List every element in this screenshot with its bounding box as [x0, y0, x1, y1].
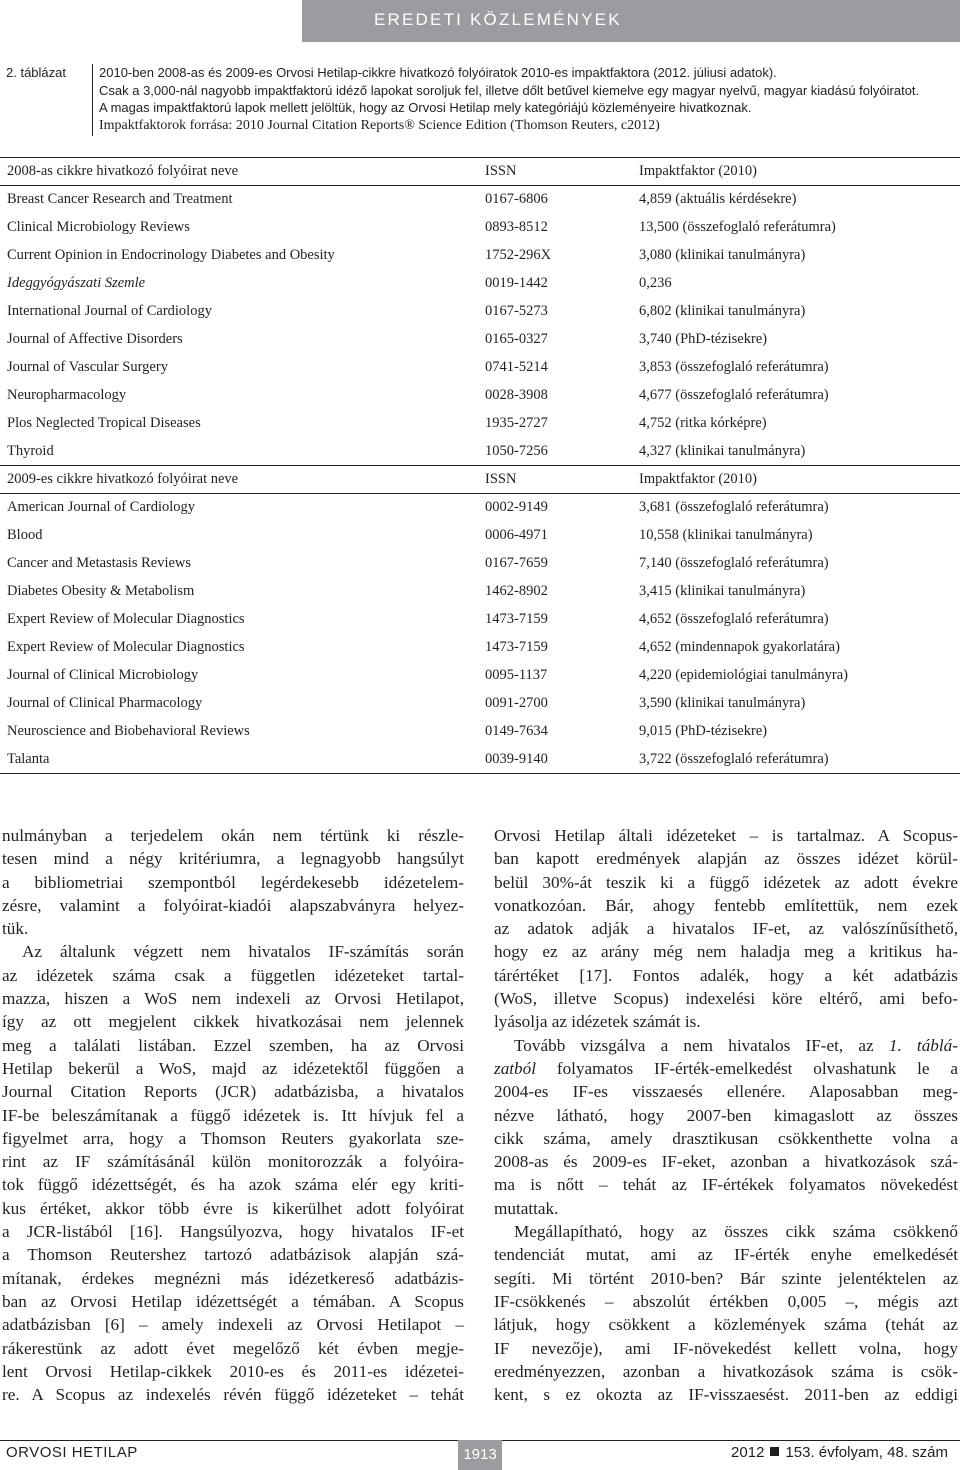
impact-factor-cell: 4,327 (klinikai tanulmányra) [639, 442, 806, 459]
footer-issue-info [731, 1444, 948, 1461]
journal-name-cell: American Journal of Cardiology [7, 499, 196, 516]
impact-factor-cell: 4,652 (mindennapok gyakorlatára) [639, 639, 840, 655]
header-impact-factor: Impaktfaktor (2010) [639, 158, 960, 186]
footer-year: 2012 [731, 1444, 765, 1461]
impact-factor-cell: 3,415 (klinikai tanulmányra) [639, 583, 806, 599]
issn-cell: 0893-8512 [485, 219, 548, 235]
issn-cell: 0028-3908 [485, 387, 548, 403]
text-line: hogy ez az arány még nem haladja meg a kritikus ha- [494, 942, 958, 962]
text-line: mazza, hiszen a WoS nem indexeli az Orvosi Hetilapot, [2, 989, 464, 1009]
journal-name-cell: Journal of Clinical Microbiology [7, 667, 199, 683]
text-line: nézve látható, hogy 2007-ben kimagaslott az összes [494, 1105, 958, 1125]
text-line: Orvosi Hetilap általi idézeteket – is tartalmaz. A Scopus- [494, 826, 958, 845]
text-line: vonatkozóan. Bár, ahogy fentebb említettük, nem ezek [494, 895, 958, 915]
caption-line: A magas impaktfaktorú lapok mellett jelöltük, hogy az Orvosi Hetilap mely kategóriájú közleményeire hivatkoznak. [99, 100, 752, 115]
journal-name-cell: Neuropharmacology [7, 387, 127, 403]
table-row [0, 662, 960, 690]
text-line: a Thomson Reutershez tartozó adatbázisok alapján szá- [2, 1245, 464, 1265]
text-line: Journal Citation Reports (JCR) adatbázisba, a hivatalos [2, 1082, 464, 1102]
caption-line: 2010-ben 2008-as és 2009-es Orvosi Hetilap-cikkre hivatkozó folyóiratok 2010-es impaktfaktora (2012. júliusi adatok). [99, 65, 777, 80]
caption-line: Csak a 3,000-nál nagyobb impaktfaktorú idéző lapokat soroljuk fel, illetve dőlt betűvel kiemelve egy magyar nyelvű, magyar kiadású folyóiratot. [99, 82, 920, 98]
journal-name-cell: Diabetes Obesity & Metabolism [7, 583, 195, 599]
text-line: az adatok adják a hivatalos IF-et, az valószínűsíthető, [494, 919, 958, 939]
journal-name-cell: Ideggyógyászati Szemle [7, 275, 146, 291]
text-line: Megállapítható, hogy az összes cikk száma csökkenő [514, 1222, 958, 1242]
journal-name-cell: Journal of Affective Disorders [7, 331, 183, 347]
journal-name-cell: Blood [7, 527, 43, 543]
issn-cell: 0741-5214 [485, 359, 548, 375]
impact-factor-cell: 9,015 (PhD-tézisekre) [639, 723, 768, 739]
header-journal-name: 2009-es cikkre hivatkozó folyóirat neve [0, 466, 485, 494]
journal-name-cell: Talanta [0, 746, 485, 774]
issn-cell: 1473-7159 [485, 639, 548, 655]
issn-cell: 1752-296X [485, 247, 552, 263]
journal-name-cell: Clinical Microbiology Reviews [7, 219, 190, 235]
table-row [0, 410, 960, 438]
journal-name-cell: Journal of Clinical Pharmacology [7, 695, 203, 711]
text-line: mutattak. [494, 1198, 559, 1218]
footer-volume: 153. évfolyam, 48. szám [785, 1444, 948, 1461]
journal-name-cell: Expert Review of Molecular Diagnostics [7, 611, 245, 627]
impact-factor-cell: 0,236 [639, 275, 672, 291]
table-header-row [0, 466, 960, 494]
text-line: meg a találati listában. Ezzel szemben, ha az Orvosi [2, 1035, 464, 1055]
square-bullet-icon [770, 1447, 779, 1456]
text-line: nulmányban a terjedelem okán nem tértünk ki részle- [2, 826, 464, 845]
text-line: adatbázisban [6] – amely indexeli az Orvosi Hetilapot – [2, 1315, 464, 1335]
issn-cell: 0167-6806 [485, 191, 548, 208]
table-row [0, 634, 960, 662]
text-line: tárértéket [17]. Fontos adalék, hogy a két adatbázis [494, 965, 958, 985]
body-column-left [2, 824, 464, 1406]
table-row [0, 270, 960, 298]
caption-divider [92, 64, 93, 136]
text-line: kus értéket, akkor több évre is kikerülhet adott folyóirat [2, 1198, 464, 1218]
issn-cell: 0039-9140 [485, 746, 639, 774]
journal-name-cell: Plos Neglected Tropical Diseases [7, 415, 201, 431]
journal-name-cell: International Journal of Cardiology [7, 303, 212, 319]
impact-factor-cell: 3,590 (klinikai tanulmányra) [639, 695, 806, 711]
text-line: ban az Orvosi Hetilap idézettségét a témában. A Scopus [2, 1291, 464, 1311]
table-row [0, 746, 960, 774]
table-row [0, 382, 960, 410]
impact-factor-cell: 7,140 (összefoglaló referátumra) [639, 555, 829, 571]
text-line: cikk száma, amely drasztikusan csökkenthette volna a [494, 1128, 958, 1148]
text-line: IF-csökkenés – abszolút értékben 0,005 –, mégis azt [494, 1291, 958, 1311]
table-row [0, 606, 960, 634]
table-row [0, 522, 960, 550]
text-line: Az általunk végzett nem hivatalos IF-számítás során [22, 942, 464, 962]
table-label: 2. táblázat [6, 65, 66, 80]
table-row [0, 494, 960, 522]
issn-cell: 0167-5273 [485, 303, 548, 319]
page-number: 1913 [458, 1440, 502, 1470]
issn-cell: 1050-7256 [485, 442, 548, 459]
issn-cell: 0149-7634 [485, 723, 548, 739]
body-column-right [494, 824, 958, 1406]
impact-factor-cell: 4,652 (összefoglaló referátumra) [639, 611, 829, 627]
text-line: rákerestünk az adott évet megelőző két évben megje- [2, 1338, 464, 1358]
table-row [0, 354, 960, 382]
impact-factor-cell: 10,558 (klinikai tanulmányra) [639, 527, 813, 543]
impact-factor-cell: 4,752 (ritka kórképre) [639, 415, 767, 431]
issn-cell: 1473-7159 [485, 611, 548, 627]
journal-name-cell: Current Opinion in Endocrinology Diabetes and Obesity [7, 247, 335, 263]
text-line: ban kapott eredmények alapján az összes idézet körül- [494, 849, 958, 869]
issn-cell: 0165-0327 [485, 331, 548, 347]
table-row [0, 578, 960, 606]
footer-journal-name: ORVOSI HETILAP [6, 1444, 138, 1461]
text-line: IF nevezője), ami IF-növekedést kellett volna, hogy [494, 1338, 958, 1358]
issn-cell: 1935-2727 [485, 415, 548, 431]
text-line: Hetilap bekerül a WoS, majd az idézetektől függően a [2, 1058, 464, 1078]
header-issn: ISSN [485, 158, 639, 186]
text-line: belül 30%-át teszik ki a függő idézetek az adott évekre [494, 872, 958, 892]
header-issn: ISSN [485, 466, 639, 494]
text-line: (WoS, illetve Scopus) indexelési köre eltérő, ami befo- [494, 989, 958, 1009]
table-row [0, 438, 960, 466]
journal-name-cell: Neuroscience and Biobehavioral Reviews [7, 723, 250, 739]
table-row [0, 242, 960, 270]
table-reference: 1. táblá- [888, 1035, 958, 1055]
table-group-2008 [0, 158, 960, 466]
text-line: látjuk, hogy csökkent a közlemények száma (tehát az [494, 1315, 958, 1335]
impact-factor-cell: 4,677 (összefoglaló referátumra) [639, 387, 829, 403]
text-line: az idézetek száma csak a független idézeteket tartal- [2, 965, 464, 985]
issn-cell: 1462-8902 [485, 583, 548, 599]
journal-name-cell: Journal of Vascular Surgery [7, 359, 168, 375]
text-line: eredményezzen, azonban a hivatkozások száma is csök- [494, 1361, 958, 1381]
table-row [0, 298, 960, 326]
text-line: tük. [2, 919, 29, 939]
text-line: segíti. Mi történt 2010-ben? Bár szinte jelentéktelen az [494, 1268, 958, 1288]
table-header-row [0, 158, 960, 186]
impact-factor-cell: 3,080 (klinikai tanulmányra) [639, 247, 806, 263]
table-reference-end: zatból [494, 1058, 537, 1078]
impact-factor-cell: 3,740 (PhD-tézisekre) [639, 331, 768, 347]
journal-name-cell: Expert Review of Molecular Diagnostics [7, 639, 245, 655]
text-line: re. A Scopus az indexelés révén függő idézeteket – tehát [2, 1385, 464, 1405]
issn-cell: 0019-1442 [485, 275, 548, 291]
impact-factor-cell: 3,853 (összefoglaló referátumra) [639, 359, 829, 375]
table-group-2009 [0, 466, 960, 774]
header-journal-name: 2008-as cikkre hivatkozó folyóirat neve [0, 158, 485, 186]
text-line: Tovább vizsgálva a nem hivatalos IF-et, az 1. táblá- [514, 1035, 958, 1055]
impact-factor-cell: 3,722 (összefoglaló referátumra) [639, 746, 960, 774]
text-line: rint az IF számításánál külön monitorozzák a folyóira- [2, 1152, 464, 1172]
section-title: EREDETI KÖZLEMÉNYEK [374, 10, 622, 29]
impact-factor-cell: 4,859 (aktuális kérdésekre) [639, 191, 797, 208]
impact-factor-cell: 3,681 (összefoglaló referátumra) [639, 499, 829, 516]
journal-name-cell: Thyroid [7, 442, 54, 459]
text-line: mítanak, érdekes megnézni más idézetkereső adatbázis- [2, 1268, 464, 1288]
text-line: így az ott megjelent cikkek hivatkozásai nem jelennek [2, 1012, 464, 1032]
header-impact-factor: Impaktfaktor (2010) [639, 466, 960, 494]
text-line: a JCR-listából [16]. Hangsúlyozva, hogy hivatalos IF-et [2, 1222, 464, 1242]
text-line: kent, s ez okozta az IF-visszaesést. 2011-ben az eddigi [494, 1385, 958, 1405]
table-row [0, 186, 960, 214]
table-row [0, 550, 960, 578]
journal-impact-table [0, 157, 960, 774]
text-line: 2008-as és 2009-es IF-eket, azonban a hivatkozások szá- [494, 1152, 958, 1172]
text-line: 2004-es IF-es visszaesés ellenére. Alaposabban meg- [494, 1082, 958, 1102]
issn-cell: 0167-7659 [485, 555, 548, 571]
text-line: IF-be beleszámítanak a függő idézetek is. Itt hívjuk fel a [2, 1105, 464, 1125]
table-row [0, 326, 960, 354]
table-row [0, 214, 960, 242]
text-line: zatból folyamatos IF-érték-emelkedést olvashatunk le a [494, 1058, 958, 1078]
text-line: tesen mind a négy kritériumra, a legnagyobb hangsúlyt [2, 849, 464, 869]
text-line: figyelmet arra, hogy a Thomson Reuters gyakorlata sze- [2, 1128, 464, 1148]
impact-factor-cell: 13,500 (összefoglaló referátumra) [639, 219, 836, 235]
text-line: zésre, valamint a folyóirat-kiadói alapszabványra helyez- [2, 895, 464, 915]
issn-cell: 0091-2700 [485, 695, 548, 711]
section-header-band [0, 0, 960, 42]
text-line: lent Orvosi Hetilap-cikkek 2010-es és 2011-es idézetei- [2, 1361, 464, 1381]
header-blank [0, 0, 302, 42]
text-line: tendenciát mutat, ami az IF-érték enyhe emelkedését [494, 1245, 958, 1265]
issn-cell: 0095-1137 [485, 667, 548, 683]
text-line: lyásolja az idézetek számát is. [494, 1012, 701, 1032]
impact-factor-cell: 6,802 (klinikai tanulmányra) [639, 303, 806, 319]
journal-name-cell: Breast Cancer Research and Treatment [7, 191, 233, 208]
caption-line: Impaktfaktorok forrása: 2010 Journal Citation Reports® Science Edition (Thomson Reuters, c2012) [99, 117, 660, 133]
table-caption [99, 64, 959, 134]
table-row [0, 690, 960, 718]
text-line: tok függő idézettségét, és ha azok száma elér egy kriti- [2, 1175, 464, 1195]
impact-factor-cell: 4,220 (epidemiológiai tanulmányra) [639, 667, 848, 683]
issn-cell: 0006-4971 [485, 527, 548, 543]
text-line: a bibliometriai szempontból legérdekesebb idézetelem- [2, 872, 464, 892]
text-line: ma is nőtt – tehát az IF-értékek folyamatos növekedést [494, 1175, 958, 1195]
table-row [0, 718, 960, 746]
issn-cell: 0002-9149 [485, 499, 548, 516]
journal-name-cell: Cancer and Metastasis Reviews [7, 555, 192, 571]
